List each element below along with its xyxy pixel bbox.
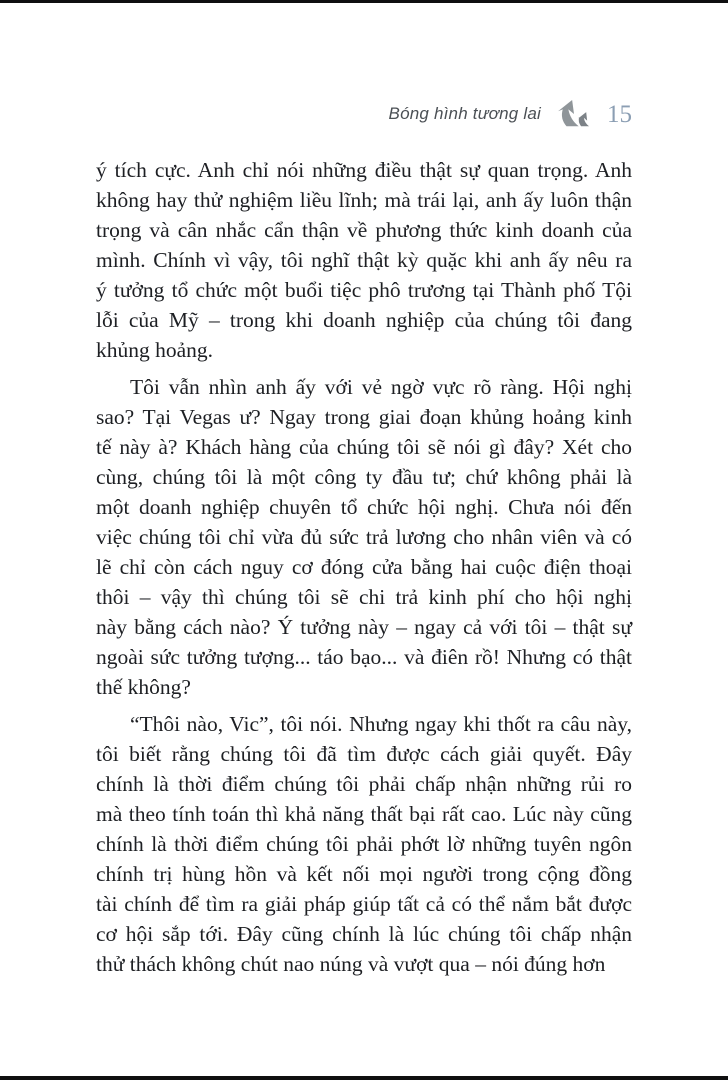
text-line: không hay thử nghiệm liều lĩnh; mà trái lại, anh ấy luôn thận bbox=[96, 188, 632, 212]
text-line: mình. Chính vì vậy, tôi nghĩ thật kỳ quặc khi anh ấy nêu ra bbox=[96, 248, 632, 272]
text-line: chính là thời điểm chúng tôi phải chấp nhận những rủi ro bbox=[96, 772, 632, 796]
text-line: tôi biết rằng chúng tôi đã tìm được cách giải quyết. Đây bbox=[96, 742, 632, 766]
text-line: này bằng cách nào? Ý tưởng này – ngay cả với tôi – thật sự bbox=[96, 615, 632, 639]
text-line: mà theo tính toán thì khả năng thất bại rất cao. Lúc này cũng bbox=[96, 802, 632, 826]
text-line: chính là thời điểm chúng tôi phải phớt lờ những tuyên ngôn bbox=[96, 832, 632, 856]
text-line: thế không? bbox=[96, 675, 191, 699]
paragraph bbox=[96, 372, 632, 702]
text-line: thử thách không chút nao núng và vượt qua – nói đúng hơn bbox=[96, 952, 606, 976]
text-line: sao? Tại Vegas ư? Ngay trong giai đoạn khủng hoảng kinh bbox=[96, 405, 632, 429]
text-line: ý tưởng tổ chức một buổi tiệc phô trương tại Thành phố Tội bbox=[96, 278, 632, 302]
text-line: Tôi vẫn nhìn anh ấy với vẻ ngờ vực rõ ràng. Hội nghị bbox=[130, 375, 632, 399]
bottom-edge-bar bbox=[0, 1076, 728, 1080]
text-line: thôi – vậy thì chúng tôi sẽ chi trả kinh phí cho hội nghị bbox=[96, 585, 632, 609]
top-edge-bar bbox=[0, 0, 728, 3]
text-line: cơ hội sắp tới. Đây cũng chính là lúc chúng tôi chấp nhận bbox=[96, 922, 632, 946]
page-number: 15 bbox=[607, 100, 632, 128]
text-line: việc chúng tôi chỉ vừa đủ sức trả lương cho nhân viên và có bbox=[96, 525, 632, 549]
growth-arrows-icon bbox=[554, 99, 594, 129]
text-line: khủng hoảng. bbox=[96, 338, 214, 362]
page-header bbox=[389, 98, 632, 130]
text-line: lẽ chỉ còn cách nguy cơ đóng cửa bằng hai cuộc điện thoại bbox=[96, 555, 632, 579]
paragraph bbox=[96, 155, 632, 365]
page-body bbox=[96, 155, 632, 979]
text-line: tài chính để tìm ra giải pháp giúp tất cả có thể nắm bắt được bbox=[96, 892, 632, 916]
text-line: trọng và cân nhắc cẩn thận về phương thức kinh doanh của bbox=[96, 218, 632, 242]
text-line: “Thôi nào, Vic”, tôi nói. Nhưng ngay khi thốt ra câu này, bbox=[130, 712, 632, 736]
paragraph bbox=[96, 709, 632, 979]
text-line: lỗi của Mỹ – trong khi doanh nghiệp của chúng tôi đang bbox=[96, 308, 632, 332]
text-line: tế này à? Khách hàng của chúng tôi sẽ nói gì đây? Xét cho bbox=[96, 435, 632, 459]
text-line: cùng, chúng tôi là một công ty đầu tư; chứ không phải là bbox=[96, 465, 632, 489]
text-line: ngoài sức tưởng tượng... táo bạo... và điên rồ! Nhưng có thật bbox=[96, 645, 632, 669]
text-line: ý tích cực. Anh chỉ nói những điều thật sự quan trọng. Anh bbox=[96, 158, 632, 182]
text-line: chính trị hùng hồn và kết nối mọi người trong cộng đồng bbox=[96, 862, 632, 886]
text-line: một doanh nghiệp chuyên tổ chức hội nghị. Chưa nói đến bbox=[96, 495, 632, 519]
running-title: Bóng hình tương lai bbox=[388, 104, 541, 123]
